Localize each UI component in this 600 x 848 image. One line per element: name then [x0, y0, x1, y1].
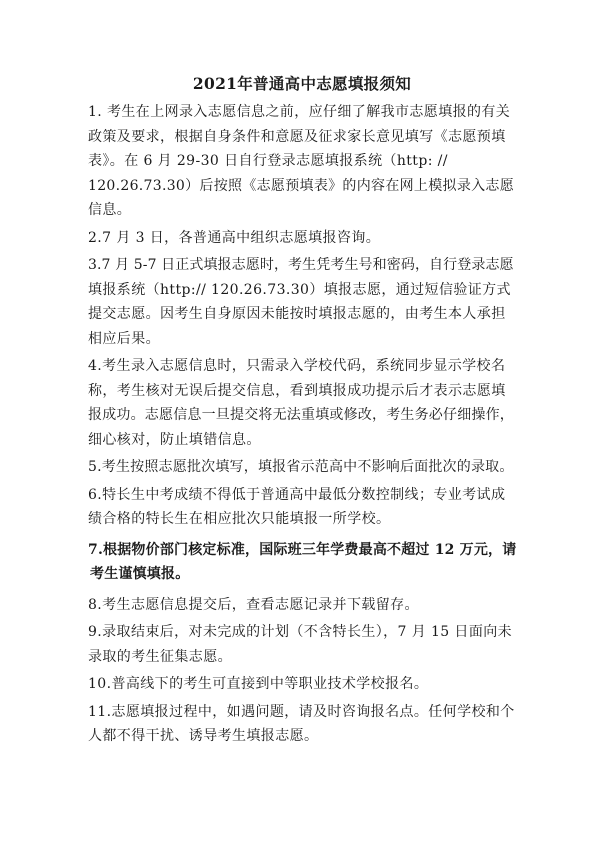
notice-list	[88, 100, 516, 749]
notice-item	[88, 620, 516, 669]
notice-item	[88, 354, 516, 452]
notice-line: 2.7 月 3 日，各普通高中组织志愿填报咨询。	[88, 229, 381, 246]
notice-line: 9.录取结束后，对未完成的计划（不含特长生），7 月 15 日面向未	[88, 624, 513, 640]
notice-line: 提交志愿。因考生自身原因未能按时填报志愿的，由考生本人承担	[88, 306, 506, 322]
notice-line: 考生谨慎填报。	[90, 566, 190, 582]
notice-line: 5.考生按照志愿批次填写，填报省示范高中不影响后面批次的录取。	[88, 459, 514, 475]
notice-item	[88, 700, 516, 749]
notice-item	[88, 538, 516, 587]
notice-item	[88, 100, 516, 223]
notice-line: 10.普高线下的考生可直接到中等职业技术学校报名。	[88, 676, 429, 692]
document-title: 2021年普通高中志愿填报须知	[192, 74, 412, 93]
notice-line: 6.特长生中考成绩不得低于普通高中最低分数控制线；专业考试成	[88, 486, 506, 503]
document-page	[88, 73, 516, 749]
notice-line: 政策及要求，根据自身条件和意愿及征求家长意见填写《志愿预填	[88, 128, 506, 145]
notice-item	[88, 226, 516, 251]
notice-item	[88, 672, 516, 697]
notice-line: 8.考生志愿信息提交后，查看志愿记录并下载留存。	[88, 596, 419, 613]
notice-line: 人都不得干扰、诱导考生填报志愿。	[88, 728, 319, 744]
notice-line: 4.考生录入志愿信息时，只需录入学校代码，系统同步显示学校名	[88, 358, 506, 374]
notice-line: 120.26.73.30）后按照《志愿预填表》的内容在网上模拟录入志愿	[88, 177, 515, 194]
notice-line: 1. 考生在上网录入志愿信息之前，应仔细了解我市志愿填报的有关	[88, 104, 511, 120]
notice-line: 录取的考生征集志愿。	[88, 648, 232, 665]
notice-line: 填报系统（http:// 120.26.73.30）填报志愿，通过短信验证方式	[88, 281, 511, 298]
notice-line: 7.根据物价部门核定标准，国际班三年学费最高不超过 12 万元，请	[88, 541, 517, 558]
notice-item	[88, 253, 516, 351]
notice-item	[88, 593, 516, 618]
notice-line: 表》。在 6 月 29-30 日自行登录志愿填报系统（http: //	[88, 153, 448, 169]
notice-item	[88, 483, 516, 532]
notice-line: 11.志愿填报过程中，如遇问题，请及时咨询报名点。任何学校和个	[88, 703, 515, 720]
notice-line: 3.7 月 5-7 日正式填报志愿时，考生凭考生号和密码，自行登录志愿	[88, 257, 514, 273]
notice-item	[88, 455, 516, 480]
notice-line: 绩合格的特长生在相应批次只能填报一所学校。	[88, 511, 391, 527]
notice-line: 称，考生核对无误后提交信息，看到填报成功提示后才表示志愿填	[88, 382, 506, 399]
notice-line: 信息。	[88, 202, 132, 218]
notice-line: 细心核对，防止填错信息。	[88, 431, 261, 448]
notice-line: 报成功。志愿信息一旦提交将无法重填或修改，考生务必仔细操作，	[88, 407, 514, 423]
notice-line: 相应后果。	[88, 330, 160, 347]
